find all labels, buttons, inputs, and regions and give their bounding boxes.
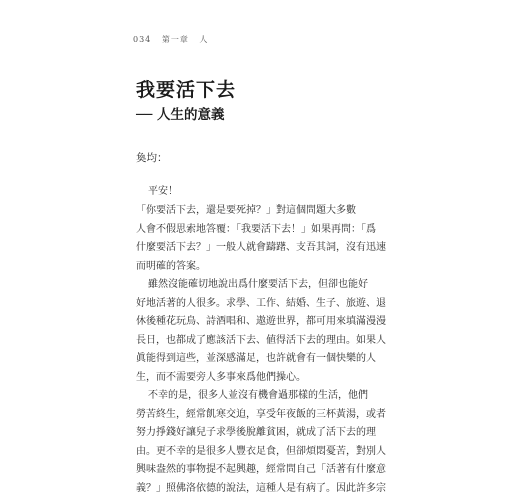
body-line: 由。更不幸的是很多人豐衣足食，但卻煩悶憂苦，對別人 xyxy=(136,446,386,457)
body-line: 興味盎然的事物提不起興趣，經常問自己「活著有什麼意 xyxy=(136,464,386,475)
chapter-label: 第一章 xyxy=(161,35,189,44)
body-line: 什麼要活下去？」一般人就會躊躇、支吾其詞，沒有迅速 xyxy=(136,242,386,253)
body-line: 不幸的是，很多人並沒有機會過那樣的生活，他們 xyxy=(148,390,368,401)
page-number: 034 xyxy=(133,35,152,44)
body-line: 生，而不需要旁人多事來爲他們操心。 xyxy=(136,372,306,383)
body-line: 「你要活下去，還是要死掉？」對這個問題大多數 xyxy=(136,205,356,216)
chapter-title: 人 xyxy=(199,35,209,44)
salutation: 奐均： xyxy=(136,152,168,164)
body-line: 休後種花玩鳥、詩酒唱和、遨遊世界，都可用來填滿漫漫 xyxy=(136,316,386,327)
body-line: 勞苦終生，經常飢寒交迫，享受年夜飯的三杯黃湯，或者 xyxy=(136,409,386,420)
body-line: 長日，也都成了應該活下去、値得活下去的理由。如果人 xyxy=(136,335,386,346)
body-line: 人會不假思索地答覆：「我要活下去！」如果再問：「爲 xyxy=(136,224,376,235)
body-line: 義？」照佛洛依德的說法，這種人是有病了。因此許多宗 xyxy=(136,483,386,494)
body-line: 雖然沒能確切地說出爲什麼要活下去，但卻也能好 xyxy=(148,279,368,290)
body-line: 好地活著的人很多。求學、工作、結婚、生子、旅遊、退 xyxy=(136,298,386,309)
body-line: 努力掙錢好讓兒子求學後脫離貧困，就成了活下去的理 xyxy=(136,427,376,438)
body-line: 而明確的答案。 xyxy=(136,261,206,272)
body-line: 眞能得到這些，並深感滿足，也許就會有一個快樂的人 xyxy=(136,353,376,364)
greeting: 平安！ xyxy=(148,186,178,197)
running-head xyxy=(133,34,215,45)
page-subtitle: ── 人生的意義 xyxy=(136,107,225,123)
page-title: 我要活下去 xyxy=(136,79,237,101)
